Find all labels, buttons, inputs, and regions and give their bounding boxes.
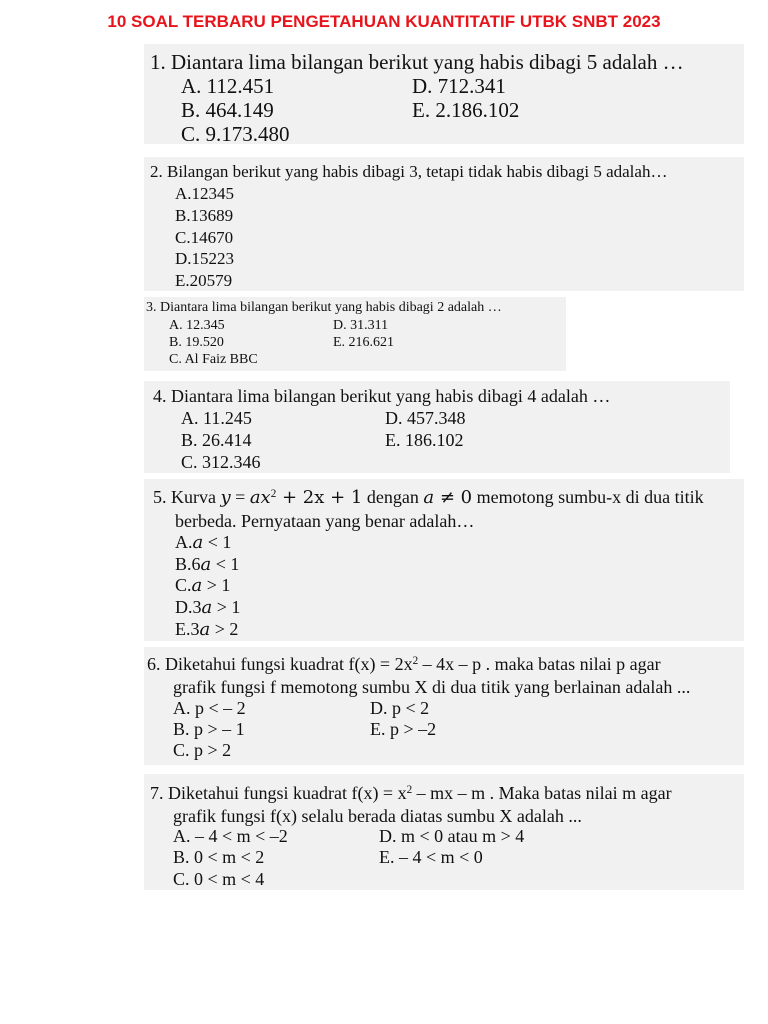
question-2-option-c: C.14670 — [175, 228, 234, 247]
stem-exponent: 2 — [412, 654, 419, 667]
question-7-stem — [150, 783, 672, 804]
question-6-line-2: grafik fungsi f memotong sumbu X di dua titik yang berlainan adalah ... — [173, 677, 691, 697]
equation-rest: + 2x + 1 — [276, 487, 363, 508]
question-1-option-a: A. 112.451 — [181, 74, 275, 98]
question-4-option-a: A. 11.245 — [181, 408, 252, 428]
option-prefix: C. — [175, 575, 192, 595]
question-4-option-d: D. 457.348 — [385, 408, 466, 428]
question-1-option-e: E. 2.186.102 — [412, 98, 520, 122]
question-3-option-c: C. Al Faiz BBC — [169, 352, 258, 367]
option-variable: a — [199, 619, 211, 640]
question-2-option-b: B.13689 — [175, 206, 234, 225]
question-6-option-e: E. p > –2 — [370, 719, 437, 739]
equation-y: y — [220, 487, 231, 508]
stem-text-end: – 4x – p . maka batas nilai p agar — [418, 654, 661, 674]
question-7-option-d: D. m < 0 atau m > 4 — [379, 826, 525, 846]
question-1-option-d: D. 712.341 — [412, 74, 506, 98]
option-relation: > 1 — [202, 575, 231, 595]
stem-text: 7. Diketahui fungsi kuadrat f(x) = x — [150, 783, 407, 803]
option-variable: a — [201, 597, 213, 618]
option-variable: a — [192, 532, 204, 553]
question-6-stem — [147, 654, 661, 675]
question-5-option-d — [175, 597, 240, 618]
stem-text-end: – mx – m . Maka batas nilai m agar — [412, 783, 672, 803]
question-5-option-b — [175, 554, 239, 575]
option-prefix: E.3 — [175, 619, 200, 639]
question-3-option-b: B. 19.520 — [169, 335, 224, 350]
question-5-number: 5. Kurva — [153, 487, 221, 507]
question-2-option-a: A.12345 — [175, 184, 235, 203]
question-7-option-b: B. 0 < m < 2 — [173, 847, 265, 867]
question-5-option-c — [175, 575, 230, 596]
equation-ax: ax — [249, 487, 271, 508]
question-4-option-e: E. 186.102 — [385, 430, 464, 450]
question-2-option-d: D.15223 — [175, 249, 235, 268]
question-7-option-a: A. – 4 < m < –2 — [173, 826, 288, 846]
question-1-option-b: B. 464.149 — [181, 98, 274, 122]
question-6-option-a: A. p < – 2 — [173, 698, 246, 718]
question-1-stem: 1. Diantara lima bilangan berikut yang habis dibagi 5 adalah … — [150, 50, 684, 74]
question-4-option-c: C. 312.346 — [181, 452, 261, 472]
condition-rest: ≠ 0 — [434, 487, 473, 508]
option-relation: > 2 — [210, 619, 239, 639]
question-2-option-e: E.20579 — [175, 271, 233, 290]
option-prefix: D.3 — [175, 597, 202, 617]
option-prefix: B.6 — [175, 554, 201, 574]
question-4-option-b: B. 26.414 — [181, 430, 252, 450]
question-5-stem — [153, 487, 704, 508]
question-5-option-a — [175, 532, 231, 553]
option-relation: > 1 — [212, 597, 241, 617]
stem-text: 6. Diketahui fungsi kuadrat f(x) = 2x — [147, 654, 413, 674]
question-5-tail: memotong sumbu-x di dua titik — [472, 487, 704, 507]
question-5-line-2: berbeda. Pernyataan yang benar adalah… — [175, 511, 475, 531]
question-7-option-c: C. 0 < m < 4 — [173, 869, 265, 889]
question-2-stem: 2. Bilangan berikut yang habis dibagi 3, tetapi tidak habis dibagi 5 adalah… — [150, 162, 668, 181]
option-variable: a — [191, 575, 203, 596]
equation-equals: = — [230, 487, 250, 507]
question-3-stem: 3. Diantara lima bilangan berikut yang habis dibagi 2 adalah … — [146, 300, 502, 315]
question-3-option-a: A. 12.345 — [169, 318, 225, 333]
question-7-option-e: E. – 4 < m < 0 — [379, 847, 483, 867]
stem-exponent: 2 — [406, 783, 413, 796]
question-4-stem: 4. Diantara lima bilangan berikut yang habis dibagi 4 adalah … — [153, 386, 611, 406]
question-6-option-c: C. p > 2 — [173, 740, 232, 760]
question-5-option-e — [175, 619, 238, 640]
question-3-option-d: D. 31.311 — [333, 318, 389, 333]
question-6-option-d: D. p < 2 — [370, 698, 430, 718]
equation-exponent: 2 — [270, 487, 277, 500]
option-prefix: A. — [175, 532, 193, 552]
option-relation: < 1 — [203, 532, 232, 552]
question-5-mid: dengan — [362, 487, 424, 507]
question-3-option-e: E. 216.621 — [333, 335, 395, 350]
condition-a: a — [423, 487, 435, 508]
option-variable: a — [200, 554, 212, 575]
question-7-line-2: grafik fungsi f(x) selalu berada diatas sumbu X adalah ... — [173, 806, 582, 826]
option-relation: < 1 — [211, 554, 240, 574]
page-title: 10 SOAL TERBARU PENGETAHUAN KUANTITATIF UTBK SNBT 2023 — [107, 12, 661, 31]
question-1-option-c: C. 9.173.480 — [181, 122, 290, 146]
question-6-option-b: B. p > – 1 — [173, 719, 245, 739]
